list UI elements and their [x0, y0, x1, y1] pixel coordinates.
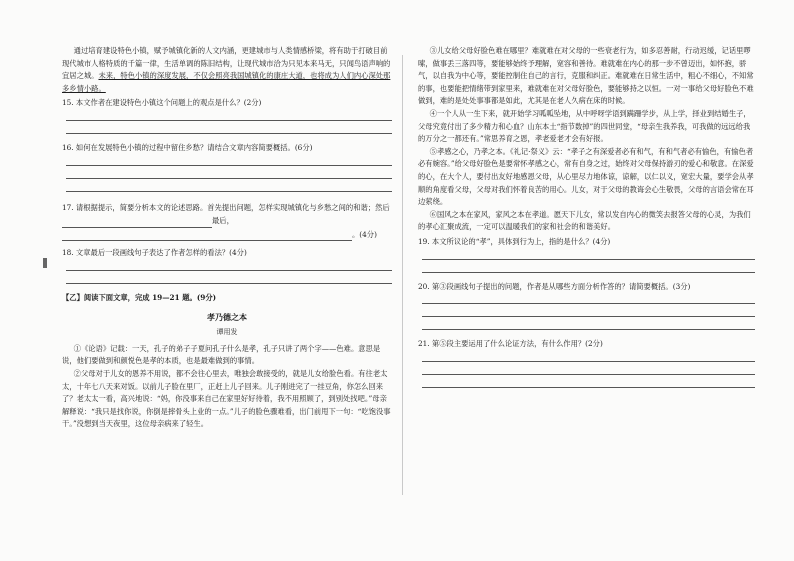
binding-mark: [43, 258, 47, 268]
article-author: 谭用发: [216, 328, 238, 337]
section-heading: 【乙】阅读下面文章，完成 19—21 题。(9分): [62, 292, 217, 302]
question-20: 20. 第③段画线句子提出的问题，作者是从哪些方面分析作答的？请简要概括。(3分): [418, 281, 691, 291]
blank[interactable]: [62, 214, 212, 228]
question-18: 18. 文章最后一段画线句子表达了作者怎样的看法？(4分): [62, 248, 247, 258]
intro-underlined-sentence: 未来，特色小镇的深度发展，不仅会照亮我国城镇化的康庄大道，也将成为人们内心深处那多乡情小路。: [62, 71, 391, 93]
article-paragraph-4: ④一个人从一生下来，就开始学习呱呱坠地，从中呼呀学语到蹒跚学步，从上学，择业到结婚生子，父母究竟付出了多少精力和心血？山东本土“指节数掉”的四世同堂，“母亲生我养我，可我做的远远给我的万分之一都还有。”常思养育之恩，孝老爱老才会有好报。: [418, 108, 751, 144]
blank[interactable]: [62, 228, 352, 242]
article-paragraph-5: ⑤孝感之心，乃孝之本。《礼记·祭义》云：“孝子之有深爱者必有和气，有和气者必有愉色，有愉色者必有婉容。”给父母好脸色是要常怀孝感之心，常有自身之过，始终对父母保持游刃的爱心和敬意。在深爱的心，在大个人，要付出友好地感恩父母，从心里尽力地体谅，谅解，以仁以义，宽宏大量，要学会从孝顺的角度看父母，父母对我们怀着良苦的用心。儿女，对于父母的教诲会心生敬畏，父母的言语会常在耳边萦绕。: [418, 146, 754, 207]
question-16: 16. 如何在发展特色小镇的过程中留住乡愁？请结合文章内容简要概括。(6分): [62, 142, 313, 152]
question-21: 21. 第⑤段主要运用了什么论证方法，有什么作用？(2分): [418, 339, 603, 349]
article-paragraph-2: ②父母对于儿女的恩养不用说，都不会往心里去，唯独会敢接受的，就是儿女给脸色看。有往老太太，十年七八天来对饭。以前儿子脸在里厂，正赶上儿子回来。儿子刚进完了一挂豆角，你怎么回来了？老太太一看，高兴地说：“妈，你没事来自己在家里好好待着，我不用照顾了，到别处找吧。”母亲解释说：“我只是找你说，你倒是摔骨头上业的一点。”儿子的脸色骤难看，出门前甩下一句：“吃饱没事干。”没想到当天夜里，这位母亲病来了轻生。: [62, 368, 391, 429]
article-paragraph-1: ①《论语》记载：一天，孔子的弟子子夏问孔子什么是孝，孔子只讲了两个字——色难。意思是说，他们要做到和颜悦色是孝的本质，也是最难做到的事情。: [62, 343, 381, 366]
question-15: 15. 本文作者在建设特色小镇这个问题上的观点是什么？(2分): [62, 98, 262, 108]
article-title: 孝乃德之本: [207, 311, 247, 322]
question-17-tail: [62, 228, 392, 242]
question-17-score: 。(4分): [352, 229, 377, 239]
question-19: 19. 本文所议论的“孝”，具体到行为上，指的是什么？(4分): [418, 236, 611, 246]
question-17-then: 最后，: [212, 216, 234, 226]
answer-line[interactable]: [422, 387, 755, 388]
question-17-blanks: [62, 214, 392, 228]
left-column: [62, 45, 392, 431]
passage-intro: [62, 45, 392, 95]
question-17: 17. 请根据提示，简要分析本文的论述思路。首先提出问题，怎样实现城镇化与乡愁之间的和谐；然后: [62, 202, 390, 212]
intro-text: 通过培育建设特色小镇，赋予城镇化新的人文内涵，更建城市与人类情感桥梁，将有助于打破目前现代城市人格特质的千篇一律，生活单调的陈旧结构，让现代城市洽为只见本来马无，只闻鸟语声响的宜居之城。: [62, 46, 391, 81]
article-paragraph-6: ⑥国风之本在家风，家风之本在孝道。愿天下儿女，常以发自内心的微笑去报答父母的心灵，为我们的孝心汇聚成流，一定可以温暖我们的家和社会的和谐美好。: [418, 209, 751, 232]
right-column: [418, 45, 755, 388]
article-paragraph-3: ③儿女给父母好脸色难在哪里？难就难在对父母的一些衰老行为，如多忍善耐，行动迟缓，记话里啰嗦，做事丢三落四等，要能够始终予理解，宽容和善待。难就难在内心的那一步不曾迈出，如怀抱，骄气，以自我为中心等，要能控制住自己的言行，克服和纠正。难就难在日常生活中，粗心不细心，不知常的事，也要能把情绪带到家里来，难就难在对父母好脸色，要能够持之以恒。一对一事给父母好脸色不难做到，难的是处处事事都是如此，尤其是在老人久病在床的时候。: [418, 46, 754, 106]
column-divider: [402, 55, 403, 495]
